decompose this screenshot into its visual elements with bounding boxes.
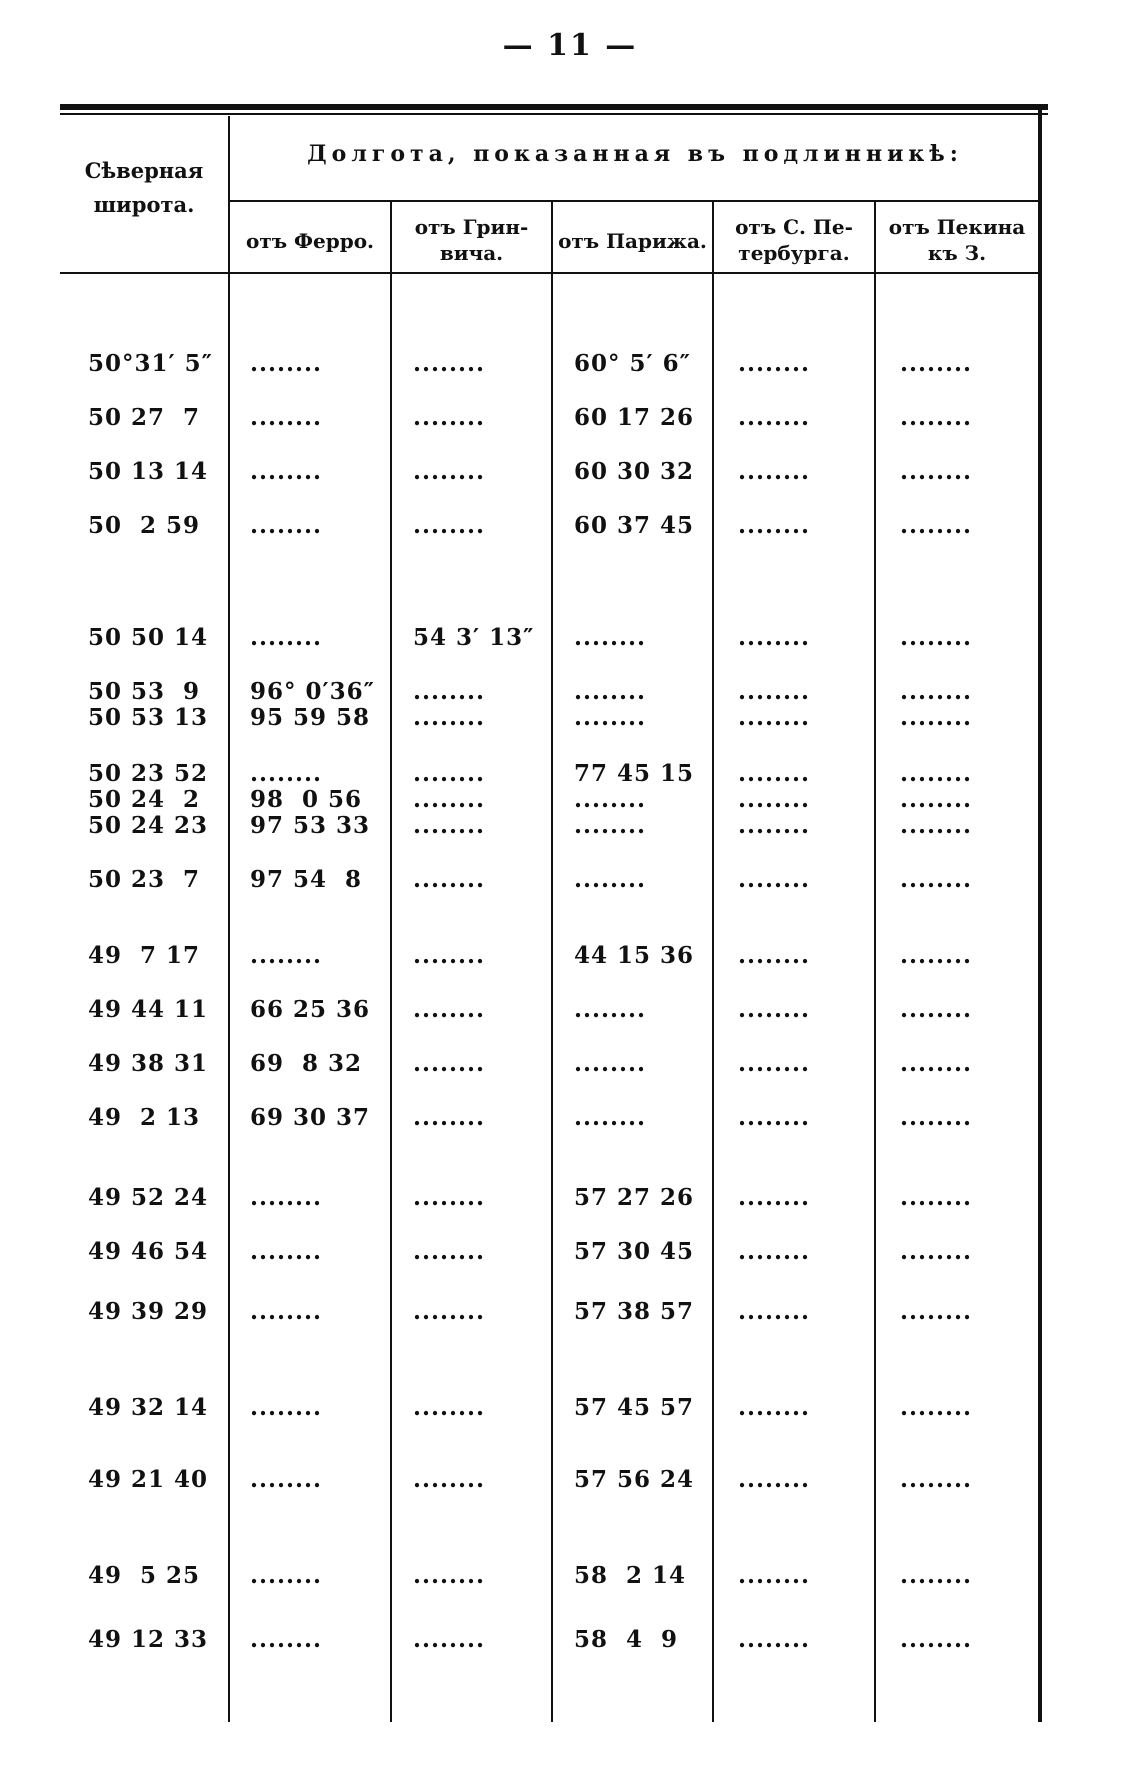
peking-cell: ........ bbox=[900, 1626, 973, 1653]
greenwich-cell: ........ bbox=[413, 512, 486, 539]
table-row bbox=[60, 760, 1048, 788]
ferro-cell: ........ bbox=[250, 942, 323, 969]
page-number: — 11 — bbox=[502, 28, 638, 63]
ferro-cell: ........ bbox=[250, 1466, 323, 1493]
peking-cell: ........ bbox=[900, 1050, 973, 1077]
peking-cell: ........ bbox=[900, 704, 973, 731]
greenwich-cell: ........ bbox=[413, 704, 486, 731]
table-row bbox=[60, 786, 1048, 814]
greenwich-cell: ........ bbox=[413, 1394, 486, 1421]
petersburg-cell: ........ bbox=[738, 1626, 811, 1653]
ferro-cell: ........ bbox=[250, 512, 323, 539]
latitude-header-line2: широта. bbox=[93, 192, 195, 217]
paris-cell: 44 15 36 bbox=[574, 942, 695, 969]
latitude-cell: 49 44 11 bbox=[88, 996, 209, 1023]
petersburg-cell: ........ bbox=[738, 704, 811, 731]
column-header-greenwich: отъ Грин- вича. bbox=[414, 215, 529, 265]
petersburg-cell: ........ bbox=[738, 678, 811, 705]
peking-cell: ........ bbox=[900, 624, 973, 651]
latitude-cell: 49 32 14 bbox=[88, 1394, 209, 1421]
greenwich-cell: ........ bbox=[413, 866, 486, 893]
peking-cell: ........ bbox=[900, 512, 973, 539]
petersburg-cell: ........ bbox=[738, 942, 811, 969]
petersburg-cell: ........ bbox=[738, 624, 811, 651]
greenwich-cell: ........ bbox=[413, 1466, 486, 1493]
paris-cell: ........ bbox=[574, 812, 647, 839]
ferro-cell: ........ bbox=[250, 1298, 323, 1325]
petersburg-cell: ........ bbox=[738, 1394, 811, 1421]
table-row bbox=[60, 1626, 1048, 1654]
paris-cell: 58 4 9 bbox=[574, 1626, 679, 1653]
latitude-cell: 50 27 7 bbox=[88, 404, 201, 431]
petersburg-cell: ........ bbox=[738, 866, 811, 893]
peking-cell: ........ bbox=[900, 404, 973, 431]
table-row bbox=[60, 350, 1048, 378]
latitude-cell: 50°31′ 5″ bbox=[88, 350, 213, 377]
ferro-cell: ........ bbox=[250, 458, 323, 485]
latitude-cell: 50 24 23 bbox=[88, 812, 209, 839]
table-top-rule bbox=[60, 104, 1048, 110]
greenwich-cell: ........ bbox=[413, 786, 486, 813]
table-row bbox=[60, 512, 1048, 540]
latitude-cell: 50 53 9 bbox=[88, 678, 201, 705]
ferro-cell: 69 30 37 bbox=[250, 1104, 371, 1131]
table-row bbox=[60, 1466, 1048, 1494]
latitude-cell: 49 12 33 bbox=[88, 1626, 209, 1653]
ferro-cell: 98 0 56 bbox=[250, 786, 363, 813]
greenwich-cell: ........ bbox=[413, 1050, 486, 1077]
paris-cell: 57 45 57 bbox=[574, 1394, 695, 1421]
greenwich-cell: ........ bbox=[413, 350, 486, 377]
peking-cell: ........ bbox=[900, 866, 973, 893]
latitude-cell: 50 13 14 bbox=[88, 458, 209, 485]
greenwich-cell: ........ bbox=[413, 1184, 486, 1211]
petersburg-cell: ........ bbox=[738, 1466, 811, 1493]
paris-cell: 60 37 45 bbox=[574, 512, 695, 539]
peking-cell: ........ bbox=[900, 1184, 973, 1211]
paris-cell: ........ bbox=[574, 1104, 647, 1131]
ferro-cell: ........ bbox=[250, 624, 323, 651]
peking-cell: ........ bbox=[900, 1238, 973, 1265]
longitude-group-header: Долгота, показанная въ подлинникѣ: bbox=[307, 141, 963, 167]
paris-cell: ........ bbox=[574, 786, 647, 813]
paris-cell: 57 30 45 bbox=[574, 1238, 695, 1265]
peking-cell: ........ bbox=[900, 760, 973, 787]
peking-cell: ........ bbox=[900, 1562, 973, 1589]
petersburg-cell: ........ bbox=[738, 350, 811, 377]
table-row bbox=[60, 1184, 1048, 1212]
paris-cell: ........ bbox=[574, 678, 647, 705]
ferro-cell: 66 25 36 bbox=[250, 996, 371, 1023]
greenwich-cell: ........ bbox=[413, 760, 486, 787]
table-row bbox=[60, 458, 1048, 486]
table-row bbox=[60, 704, 1048, 732]
ferro-cell: ........ bbox=[250, 1184, 323, 1211]
paris-cell: 60 17 26 bbox=[574, 404, 695, 431]
petersburg-cell: ........ bbox=[738, 760, 811, 787]
petersburg-cell: ........ bbox=[738, 1238, 811, 1265]
column-header-ferro: отъ Ферро. bbox=[245, 229, 374, 253]
greenwich-cell: ........ bbox=[413, 942, 486, 969]
latitude-cell: 50 23 52 bbox=[88, 760, 209, 787]
greenwich-cell: ........ bbox=[413, 1298, 486, 1325]
column-header-petersburg: отъ С. Пе- тербурга. bbox=[735, 215, 853, 265]
latitude-cell: 49 52 24 bbox=[88, 1184, 209, 1211]
petersburg-cell: ........ bbox=[738, 1104, 811, 1131]
peking-cell: ........ bbox=[900, 786, 973, 813]
ferro-cell: ........ bbox=[250, 1394, 323, 1421]
latitude-cell: 49 46 54 bbox=[88, 1238, 209, 1265]
paris-cell: 57 56 24 bbox=[574, 1466, 695, 1493]
petersburg-cell: ........ bbox=[738, 1298, 811, 1325]
table-row bbox=[60, 1394, 1048, 1422]
petersburg-cell: ........ bbox=[738, 404, 811, 431]
header-group-rule bbox=[228, 200, 1040, 202]
table-row bbox=[60, 1562, 1048, 1590]
peking-cell: ........ bbox=[900, 1466, 973, 1493]
greenwich-cell: ........ bbox=[413, 678, 486, 705]
paris-cell: 60 30 32 bbox=[574, 458, 695, 485]
petersburg-cell: ........ bbox=[738, 458, 811, 485]
paris-cell: ........ bbox=[574, 866, 647, 893]
paris-cell: ........ bbox=[574, 996, 647, 1023]
petersburg-cell: ........ bbox=[738, 812, 811, 839]
latitude-cell: 49 7 17 bbox=[88, 942, 201, 969]
paris-cell: 58 2 14 bbox=[574, 1562, 687, 1589]
latitude-header bbox=[60, 154, 228, 222]
ferro-cell: ........ bbox=[250, 1626, 323, 1653]
table-row bbox=[60, 1050, 1048, 1078]
ferro-cell: 96° 0′36″ bbox=[250, 678, 375, 705]
latitude-cell: 50 53 13 bbox=[88, 704, 209, 731]
greenwich-cell: ........ bbox=[413, 458, 486, 485]
peking-cell: ........ bbox=[900, 1394, 973, 1421]
latitude-cell: 50 2 59 bbox=[88, 512, 201, 539]
paris-cell: ........ bbox=[574, 624, 647, 651]
ferro-cell: 97 54 8 bbox=[250, 866, 363, 893]
latitude-header-line1: Сѣверная bbox=[84, 158, 204, 183]
table-row bbox=[60, 678, 1048, 706]
latitude-cell: 50 24 2 bbox=[88, 786, 201, 813]
greenwich-cell: 54 3′ 13″ bbox=[413, 624, 535, 651]
ferro-cell: 95 59 58 bbox=[250, 704, 371, 731]
greenwich-cell: ........ bbox=[413, 996, 486, 1023]
greenwich-cell: ........ bbox=[413, 1104, 486, 1131]
petersburg-cell: ........ bbox=[738, 512, 811, 539]
latitude-cell: 50 50 14 bbox=[88, 624, 209, 651]
latitude-cell: 49 5 25 bbox=[88, 1562, 201, 1589]
greenwich-cell: ........ bbox=[413, 1238, 486, 1265]
ferro-cell: ........ bbox=[250, 1562, 323, 1589]
ferro-cell: ........ bbox=[250, 760, 323, 787]
paris-cell: 77 45 15 bbox=[574, 760, 695, 787]
petersburg-cell: ........ bbox=[738, 786, 811, 813]
column-header-peking: отъ Пекина къ З. bbox=[888, 215, 1026, 265]
paris-cell: 57 38 57 bbox=[574, 1298, 695, 1325]
greenwich-cell: ........ bbox=[413, 1626, 486, 1653]
peking-cell: ........ bbox=[900, 942, 973, 969]
table-row bbox=[60, 1104, 1048, 1132]
peking-cell: ........ bbox=[900, 678, 973, 705]
header-bottom-rule bbox=[60, 272, 1040, 274]
table-row bbox=[60, 404, 1048, 432]
table-row bbox=[60, 996, 1048, 1024]
latitude-cell: 49 21 40 bbox=[88, 1466, 209, 1493]
latitude-cell: 49 38 31 bbox=[88, 1050, 209, 1077]
peking-cell: ........ bbox=[900, 812, 973, 839]
greenwich-cell: ........ bbox=[413, 1562, 486, 1589]
peking-cell: ........ bbox=[900, 1104, 973, 1131]
peking-cell: ........ bbox=[900, 350, 973, 377]
table-row bbox=[60, 624, 1048, 652]
latitude-cell: 50 23 7 bbox=[88, 866, 201, 893]
greenwich-cell: ........ bbox=[413, 812, 486, 839]
ferro-cell: 97 53 33 bbox=[250, 812, 371, 839]
table-top-rule-thin bbox=[60, 113, 1048, 115]
table-row bbox=[60, 866, 1048, 894]
longitude-table bbox=[60, 104, 1048, 1722]
paris-cell: ........ bbox=[574, 1050, 647, 1077]
petersburg-cell: ........ bbox=[738, 996, 811, 1023]
latitude-cell: 49 2 13 bbox=[88, 1104, 201, 1131]
paris-cell: 57 27 26 bbox=[574, 1184, 695, 1211]
table-row bbox=[60, 942, 1048, 970]
peking-cell: ........ bbox=[900, 996, 973, 1023]
table-row bbox=[60, 1298, 1048, 1326]
paris-cell: 60° 5′ 6″ bbox=[574, 350, 691, 377]
table-row bbox=[60, 812, 1048, 840]
column-header-paris: отъ Парижа. bbox=[558, 229, 707, 253]
paris-cell: ........ bbox=[574, 704, 647, 731]
peking-cell: ........ bbox=[900, 1298, 973, 1325]
ferro-cell: ........ bbox=[250, 350, 323, 377]
ferro-cell: ........ bbox=[250, 404, 323, 431]
latitude-cell: 49 39 29 bbox=[88, 1298, 209, 1325]
ferro-cell: 69 8 32 bbox=[250, 1050, 363, 1077]
petersburg-cell: ........ bbox=[738, 1050, 811, 1077]
peking-cell: ........ bbox=[900, 458, 973, 485]
petersburg-cell: ........ bbox=[738, 1184, 811, 1211]
petersburg-cell: ........ bbox=[738, 1562, 811, 1589]
ferro-cell: ........ bbox=[250, 1238, 323, 1265]
table-row bbox=[60, 1238, 1048, 1266]
greenwich-cell: ........ bbox=[413, 404, 486, 431]
